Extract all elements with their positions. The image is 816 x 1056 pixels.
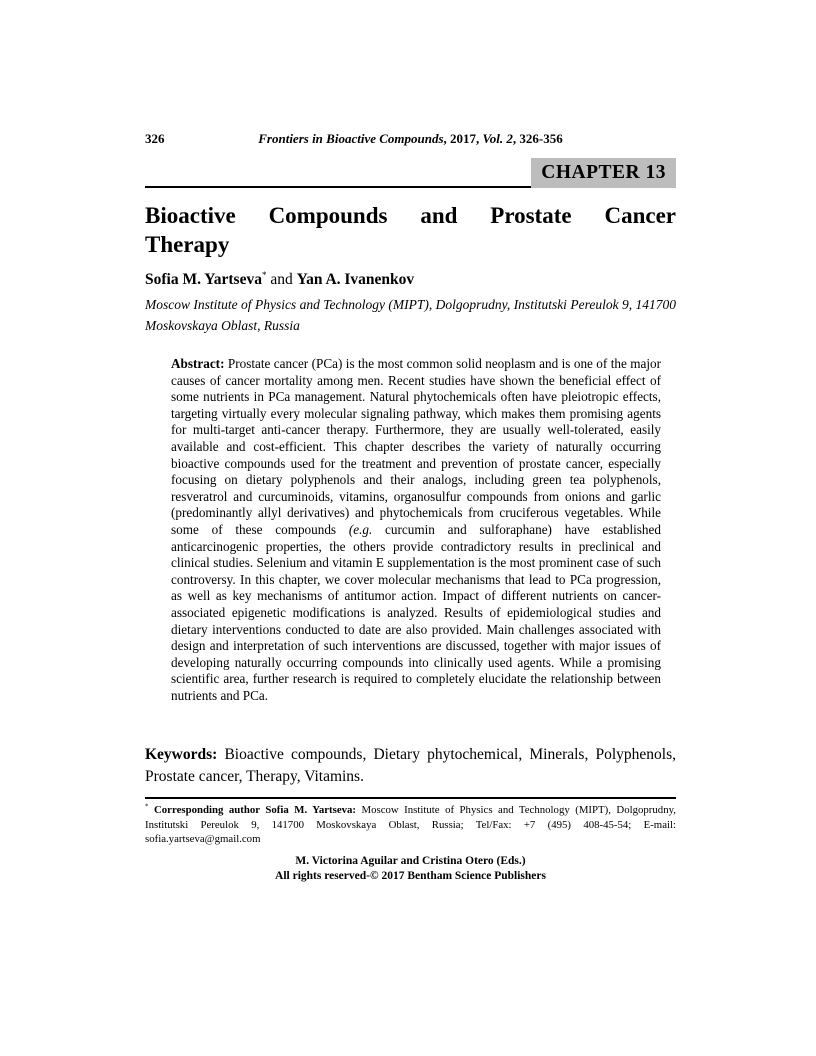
title-word: Cancer: [604, 203, 676, 228]
title-word: Bioactive: [145, 203, 236, 228]
running-title: [258, 131, 562, 146]
footer-editors: M. Victorina Aguilar and Cristina Otero (Eds.): [295, 855, 526, 867]
journal-pages: , 326-356: [512, 131, 563, 146]
abstract-text-2: curcumin and sulforaphane) have established anticarcinogenic properties, the others provide contradictory results in preclinical and clinical studies. Selenium and vitamin E supplementation is the most prominent case of such controversy. In this chapter, we cover molecular mechanisms that lead to PCa progression, as well as key mechanisms of antitumor action. Impact of different nutrients on cancer-associated epigenetic modifications is analyzed. Results of epidemiological studies and dietary interventions conducted to date are also provided. Main challenges associated with design and interpretation of such interventions are discussed, together with major issues of developing naturally occurring compounds into clinically used agents. While a promising scientific area, further research is required to completely elucidate the relationship between nutrients and PCa.: [171, 521, 661, 703]
corresponding-author-footnote: [145, 797, 676, 847]
keywords-text: Bioactive compounds, Dietary phytochemical, Minerals, Polyphenols, Prostate cancer, Therapy, Vitamins.: [145, 746, 676, 785]
journal-year: , 2017,: [443, 131, 483, 146]
chapter-badge: CHAPTER 13: [531, 158, 676, 188]
footnote-text: Moscow Institute of Physics and Technology (MIPT), Dolgoprudny, Institutski Pereulok 9, 141700 Moskovskaya Oblast, Russia; Tel/Fax: +7 (495) 408-45-54; E-mail: sofia.yartseva@gmail.com: [145, 804, 676, 846]
title-word: and: [420, 203, 458, 228]
abstract-eg-italic: (e.g.: [348, 521, 373, 537]
abstract-block: [171, 356, 661, 704]
running-header: [145, 131, 676, 146]
affiliation: Moscow Institute of Physics and Technology (MIPT), Dolgoprudny, Institutski Pereulok 9, 141700 Moskovskaya Oblast, Russia: [145, 297, 676, 333]
authors-connector: and: [266, 271, 297, 288]
corresponding-author-marker: *: [261, 269, 267, 280]
keywords-label: Keywords:: [145, 746, 218, 763]
footnote-marker: *: [145, 802, 149, 811]
page-number: 326: [145, 131, 165, 146]
abstract-label: Abstract:: [171, 356, 225, 371]
chapter-title-line2: Therapy: [145, 232, 230, 257]
title-word: Prostate: [490, 203, 572, 228]
page-footer: [145, 854, 676, 884]
chapter-title-line1: [145, 201, 676, 230]
author-1: Sofia M. Yartseva: [145, 271, 262, 288]
abstract-text-1: Prostate cancer (PCa) is the most common solid neoplasm and is one of the major causes of cancer mortality among men. Recent studies have shown the beneficial effect of some nutrients in PCa management. Natural phytochemicals often have pleiotropic effects, targeting virtually every molecular signaling pathway, which makes them promising agents for multi-target anti-cancer therapy. Furthermore, they are usually well-tolerated, easily available and cost-efficient. This chapter describes the variety of naturally occurring bioactive compounds used for the treatment and prevention of prostate cancer, especially focusing on dietary polyphenols and their analogs, including green tea polyphenols, resveratrol and curcuminoids, vitamins, organosulfur compounds from onions and garlic (predominantly allyl derivatives) and phytochemicals from cruciferous vegetables. While some of these compounds: [171, 356, 661, 537]
footer-copyright: All rights reserved-© 2017 Bentham Science Publishers: [275, 870, 546, 882]
keywords-line: [145, 744, 676, 788]
title-word: Compounds: [268, 203, 388, 228]
journal-name: Frontiers in Bioactive Compounds: [258, 131, 444, 146]
chapter-title: [145, 201, 676, 259]
authors-line: [145, 270, 676, 289]
journal-volume: Vol. 2: [482, 131, 513, 146]
author-2: Yan A. Ivanenkov: [296, 271, 415, 288]
footnote-label: Corresponding author Sofia M. Yartseva:: [148, 804, 357, 816]
page-content: [145, 0, 676, 1056]
